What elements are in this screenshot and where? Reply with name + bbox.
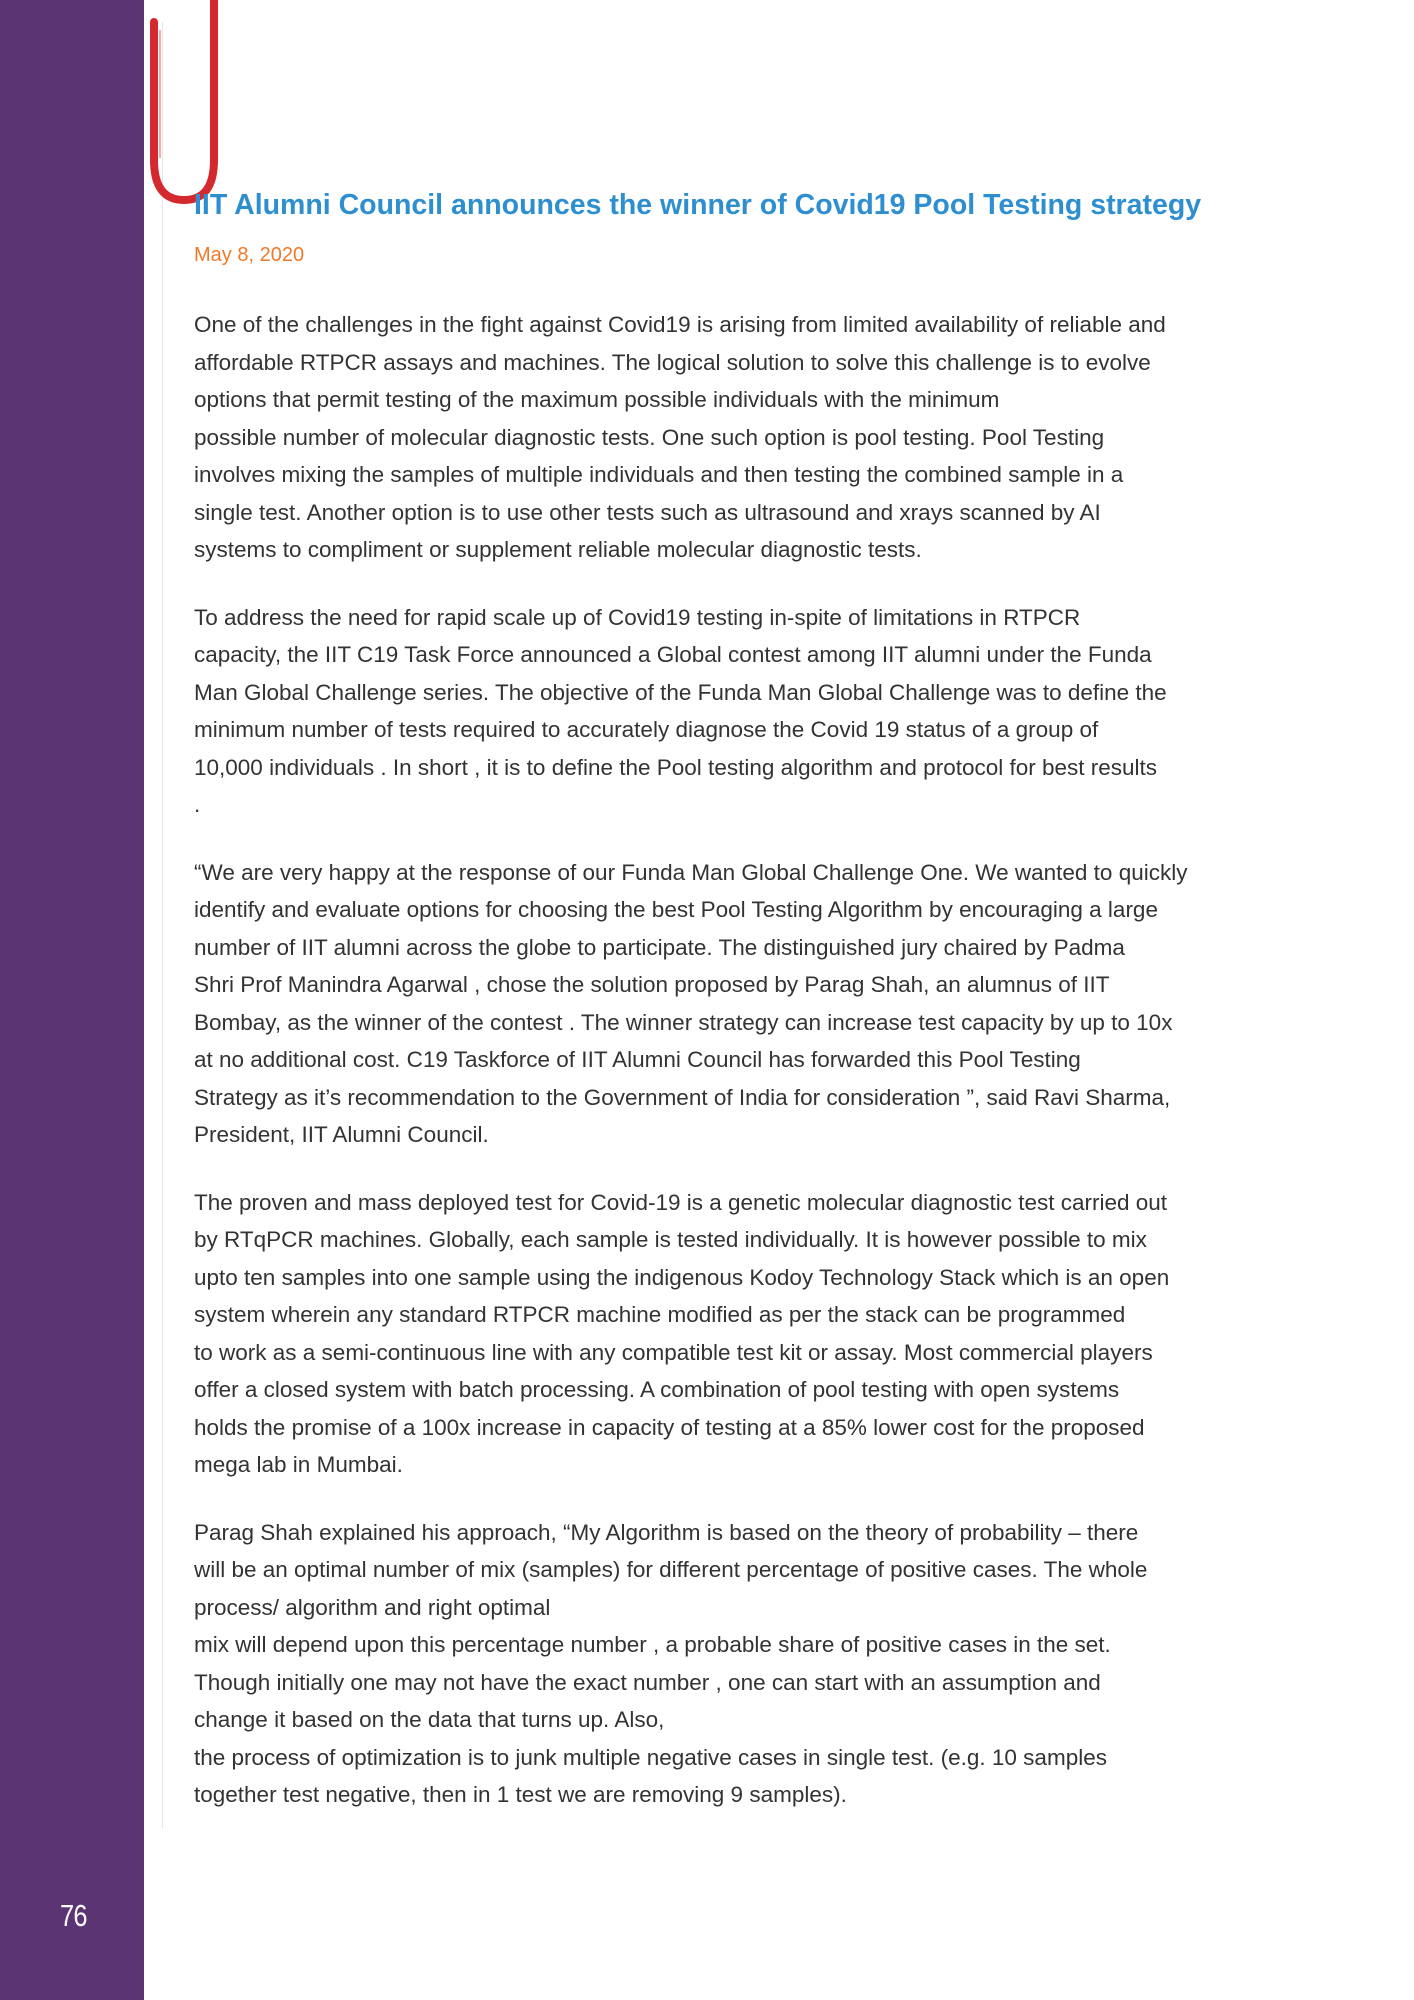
text-line: mega lab in Mumbai. bbox=[194, 1452, 403, 1477]
text-line: One of the challenges in the fight against Covid19 is arising from limited availability of reliable and bbox=[194, 312, 1166, 337]
text-line: the process of optimization is to junk multiple negative cases in single test. (e.g. 10 samples bbox=[194, 1744, 1107, 1770]
text-line: involves mixing the samples of multiple individuals and then testing the combined sample in a bbox=[194, 462, 1124, 487]
paragraph-3 bbox=[194, 854, 1284, 1154]
text-line: holds the promise of a 100x increase in capacity of testing at a 85% lower cost for the proposed bbox=[194, 1414, 1145, 1440]
text-line: together test negative, then in 1 test we are removing 9 samples). bbox=[194, 1782, 847, 1807]
article-date: May 8, 2020 bbox=[194, 244, 305, 266]
text-line: To address the need for rapid scale up of Covid19 testing in-spite of limitations in RTPCR bbox=[194, 604, 1081, 630]
article bbox=[194, 182, 1284, 1814]
text-line: Parag Shah explained his approach, “My Algorithm is based on the theory of probability – there bbox=[194, 1519, 1139, 1545]
text-line: system wherein any standard RTPCR machine modified as per the stack can be programmed bbox=[194, 1302, 1126, 1327]
text-line: Man Global Challenge series. The objective of the Funda Man Global Challenge was to define the bbox=[194, 679, 1167, 705]
purple-sidebar bbox=[0, 0, 144, 2000]
paragraph-4 bbox=[194, 1184, 1284, 1484]
text-line: offer a closed system with batch processing. A combination of pool testing with open systems bbox=[194, 1377, 1120, 1402]
text-line: number of IIT alumni across the globe to participate. The distinguished jury chaired by Padma bbox=[194, 934, 1125, 960]
text-line: systems to compliment or supplement reliable molecular diagnostic tests. bbox=[194, 537, 922, 562]
article-title: IIT Alumni Council announces the winner of Covid19 Pool Testing strategy bbox=[194, 189, 1202, 221]
text-line: to work as a semi-continuous line with any compatible test kit or assay. Most commercial players bbox=[194, 1339, 1153, 1365]
text-line: single test. Another option is to use other tests such as ultrasound and xrays scanned by AI bbox=[194, 499, 1101, 525]
paragraph-2 bbox=[194, 599, 1284, 824]
text-line: capacity, the IIT C19 Task Force announced a Global contest among IIT alumni under the Funda bbox=[194, 642, 1152, 667]
text-line: “We are very happy at the response of our Funda Man Global Challenge One. We wanted to quickly bbox=[194, 859, 1188, 885]
text-line: Strategy as it’s recommendation to the Government of India for consideration ”, said Ravi Sharma, bbox=[194, 1084, 1171, 1110]
content-divider bbox=[162, 22, 163, 1828]
text-line: will be an optimal number of mix (samples) for different percentage of positive cases. The whole bbox=[194, 1557, 1148, 1582]
text-line: The proven and mass deployed test for Covid-19 is a genetic molecular diagnostic test carried out bbox=[194, 1189, 1168, 1215]
text-line: Shri Prof Manindra Agarwal , chose the solution proposed by Parag Shah, an alumnus of IIT bbox=[194, 972, 1110, 997]
text-line: process/ algorithm and right optimal bbox=[194, 1594, 551, 1620]
text-line: . bbox=[194, 792, 201, 817]
text-line: affordable RTPCR assays and machines. The logical solution to solve this challenge is to evolve bbox=[194, 349, 1151, 375]
text-line: by RTqPCR machines. Globally, each sample is tested individually. It is however possible to mix bbox=[194, 1227, 1147, 1252]
text-line: upto ten samples into one sample using the indigenous Kodoy Technology Stack which is an open bbox=[194, 1264, 1170, 1290]
page-number: 76 bbox=[60, 1898, 87, 1933]
text-line: identify and evaluate options for choosing the best Pool Testing Algorithm by encouraging a large bbox=[194, 897, 1158, 922]
text-line: 10,000 individuals . In short , it is to define the Pool testing algorithm and protocol for best results bbox=[194, 754, 1158, 780]
paragraph-5 bbox=[194, 1514, 1284, 1814]
text-line: minimum number of tests required to accurately diagnose the Covid 19 status of a group of bbox=[194, 717, 1099, 742]
text-line: Bombay, as the winner of the contest . The winner strategy can increase test capacity by up to 10x bbox=[194, 1009, 1173, 1035]
paragraph-1 bbox=[194, 306, 1284, 569]
text-line: mix will depend upon this percentage number , a probable share of positive cases in the set. bbox=[194, 1632, 1111, 1657]
text-line: President, IIT Alumni Council. bbox=[194, 1122, 489, 1147]
text-line: options that permit testing of the maximum possible individuals with the minimum bbox=[194, 387, 1000, 412]
text-line: change it based on the data that turns up. Also, bbox=[194, 1707, 665, 1732]
text-line: at no additional cost. C19 Taskforce of IIT Alumni Council has forwarded this Pool Testing bbox=[194, 1047, 1081, 1072]
paperclip-icon bbox=[140, 0, 230, 210]
text-line: Though initially one may not have the exact number , one can start with an assumption and bbox=[194, 1669, 1101, 1695]
text-line: possible number of molecular diagnostic tests. One such option is pool testing. Pool Testing bbox=[194, 424, 1105, 450]
